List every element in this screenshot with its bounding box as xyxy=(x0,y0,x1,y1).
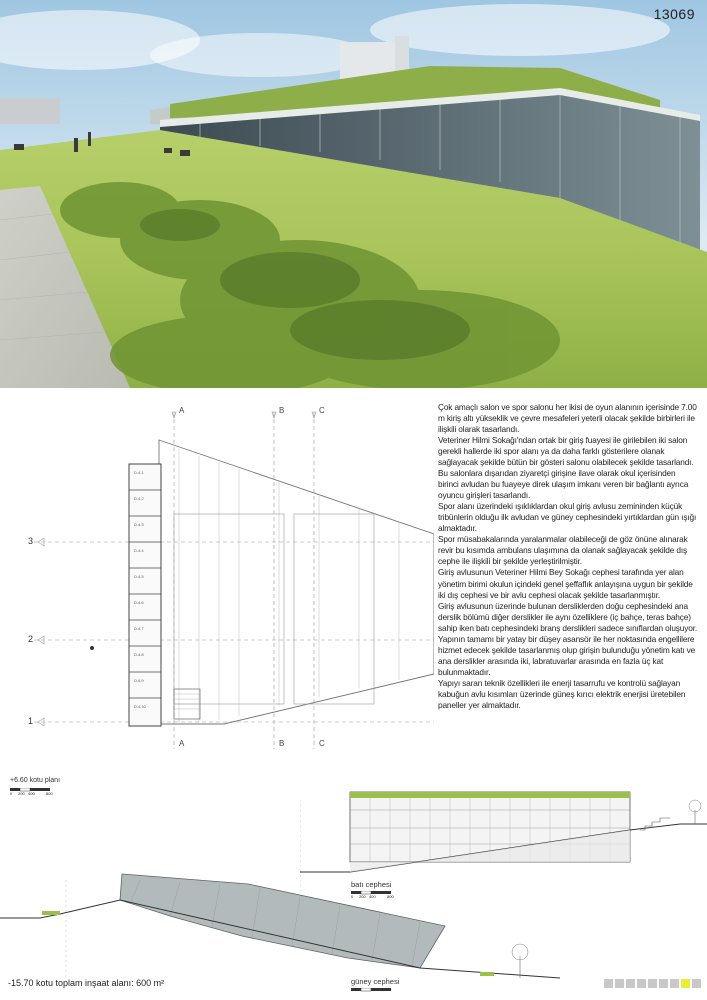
axis-label-2: 2 xyxy=(28,634,34,644)
scale-tick: 0 xyxy=(10,791,13,796)
axis-label-bottom-a: A xyxy=(179,739,185,748)
south-scale-bar xyxy=(351,987,411,999)
sheet-key-cell xyxy=(659,979,668,988)
floor-plan xyxy=(24,404,434,749)
room-tag: D.4.6 xyxy=(134,600,144,605)
description-paragraph: Giriş avlusunun Veteriner Hilmi Bey Sokağı cephesi tarafında yer alan yönetim birimi okulun içindeki genel şeffaflık anlayışına uygun bir şekilde iki dış cephesi ve bir avlu cephesi olacak şekilde tasarlanmıştır. xyxy=(438,567,693,600)
description-paragraph: Spor müsabakalarında yaralanmalar olabileceği de göz önüne alınarak revir bu kısımda ambulans ulaşımına da olanak sağlayacak şekilde dış cephe ile ilişkili bir şekilde yerleştirilmiştir. xyxy=(438,534,688,567)
sheet-key-cell-active xyxy=(681,979,690,988)
description-paragraph: Yapıyı saran teknik özellikleri ile enerji tasarrufu ve kontrolü sağlayan kabuğun avlu kısımları üzerinde güneş kırıcı elektrik enerjisi üretebilen paneller yer almaktadır. xyxy=(438,677,686,710)
construction-area-note: -15.70 kotu toplam inşaat alanı: 600 m² xyxy=(8,978,165,988)
axis-label-top-c: C xyxy=(319,406,325,415)
room-tag: D.4.9 xyxy=(134,678,144,683)
plan-title: +6.60 kotu planı xyxy=(10,777,61,784)
room-tag: D.4.1 xyxy=(134,470,144,475)
description-paragraph: Yapının tamamı bir yatay bir düşey asansör ile her noktasında engellilere hizmet edecek şekilde tasarlanmış olup girişin bulunduğu yönetim katı ve ana derslikler arasında iki, labratuvarlar arasında en fazla üç kat bulunmaktadır. xyxy=(438,633,696,677)
axis-label-bottom-c: C xyxy=(319,739,325,748)
sheet-key-cell xyxy=(670,979,679,988)
plan-scale-bar xyxy=(10,787,70,799)
axis-label-top-a: A xyxy=(179,406,185,415)
scale-tick: 800 xyxy=(46,791,53,796)
rooftop-rendering xyxy=(0,0,707,388)
scale-tick: 400 xyxy=(28,791,35,796)
scale-tick: 800 xyxy=(387,894,394,899)
room-tag: D.4.10 xyxy=(134,704,146,709)
scale-tick: 200 xyxy=(359,894,366,899)
sheet-key-cell xyxy=(692,979,701,988)
axis-label-3: 3 xyxy=(28,536,34,546)
scale-tick: 0 xyxy=(351,894,354,899)
west-elevation-label: batı cephesi xyxy=(351,880,392,889)
scale-tick: 400 xyxy=(369,894,376,899)
description-paragraph: Veteriner Hilmi Sokağı'ndan ortak bir giriş fuayesi ile girilebilen iki salon gerekli hallerde iki spor alanı ya da daha farklı gösterilere olanak sağlayacak şekilde bütün bir gösteri salonu olabilecek şekilde tasarlandı. Bu salonlara dışarıdan ziyaretçi girişine ilave olarak okul içerisinden birinci avludan bu fuayeye direk ulaşım imkanı veren bir bağlantı ayrıca oyuncu girişleri tasarlandı. xyxy=(438,435,694,501)
room-tag: D.4.8 xyxy=(134,652,144,657)
sheet-number: 13069 xyxy=(653,6,695,22)
room-tag: D.4.5 xyxy=(134,574,144,579)
axis-label-1: 1 xyxy=(28,716,34,726)
sheet-key-cell xyxy=(637,979,646,988)
sheet-key-cell xyxy=(615,979,624,988)
description-paragraph: Giriş avlusunun üzerinde bulunan dersliklerden doğu cephesindeki ana derslik bölümü diğer derslikler ile aynı özelliklere (iç bahçe, teras bahçe) sahip iken batı cephesindeki branş derslikleri sadece sınıflardan oluşuyor. xyxy=(438,600,698,633)
south-elevation-label: güney cephesi xyxy=(351,977,400,986)
sheet-key-cell xyxy=(648,979,657,988)
room-tag: D.4.2 xyxy=(134,496,144,501)
scale-tick: 200 xyxy=(18,791,25,796)
project-description xyxy=(438,402,698,711)
sheet-key-cell xyxy=(604,979,613,988)
south-elevation xyxy=(0,860,560,995)
axis-label-bottom-b: B xyxy=(279,739,285,748)
description-paragraph: Spor alanı üzerindeki ışıklıklardan okul giriş avlusu zemininden küçük tribünlerin olduğu ilk avludan ve güney cephesindeki yırtıklardan gün ışığı almaktadır. xyxy=(438,501,697,534)
axis-label-top-b: B xyxy=(279,406,285,415)
room-tag: D.4.3 xyxy=(134,522,144,527)
room-tag: D.4.7 xyxy=(134,626,144,631)
sheet-key-strip xyxy=(604,979,701,988)
sheet-key-cell xyxy=(626,979,635,988)
room-tag: D.4.4 xyxy=(134,548,144,553)
description-paragraph: Çok amaçlı salon ve spor salonu her ikisi de oyun alanının içerisinde 7.00 m kiriş altı yükseklik ve çevre mesafeleri yeterli olacak şekilde birbirleri ile ilişkili olarak tasarlandı. xyxy=(438,402,697,435)
